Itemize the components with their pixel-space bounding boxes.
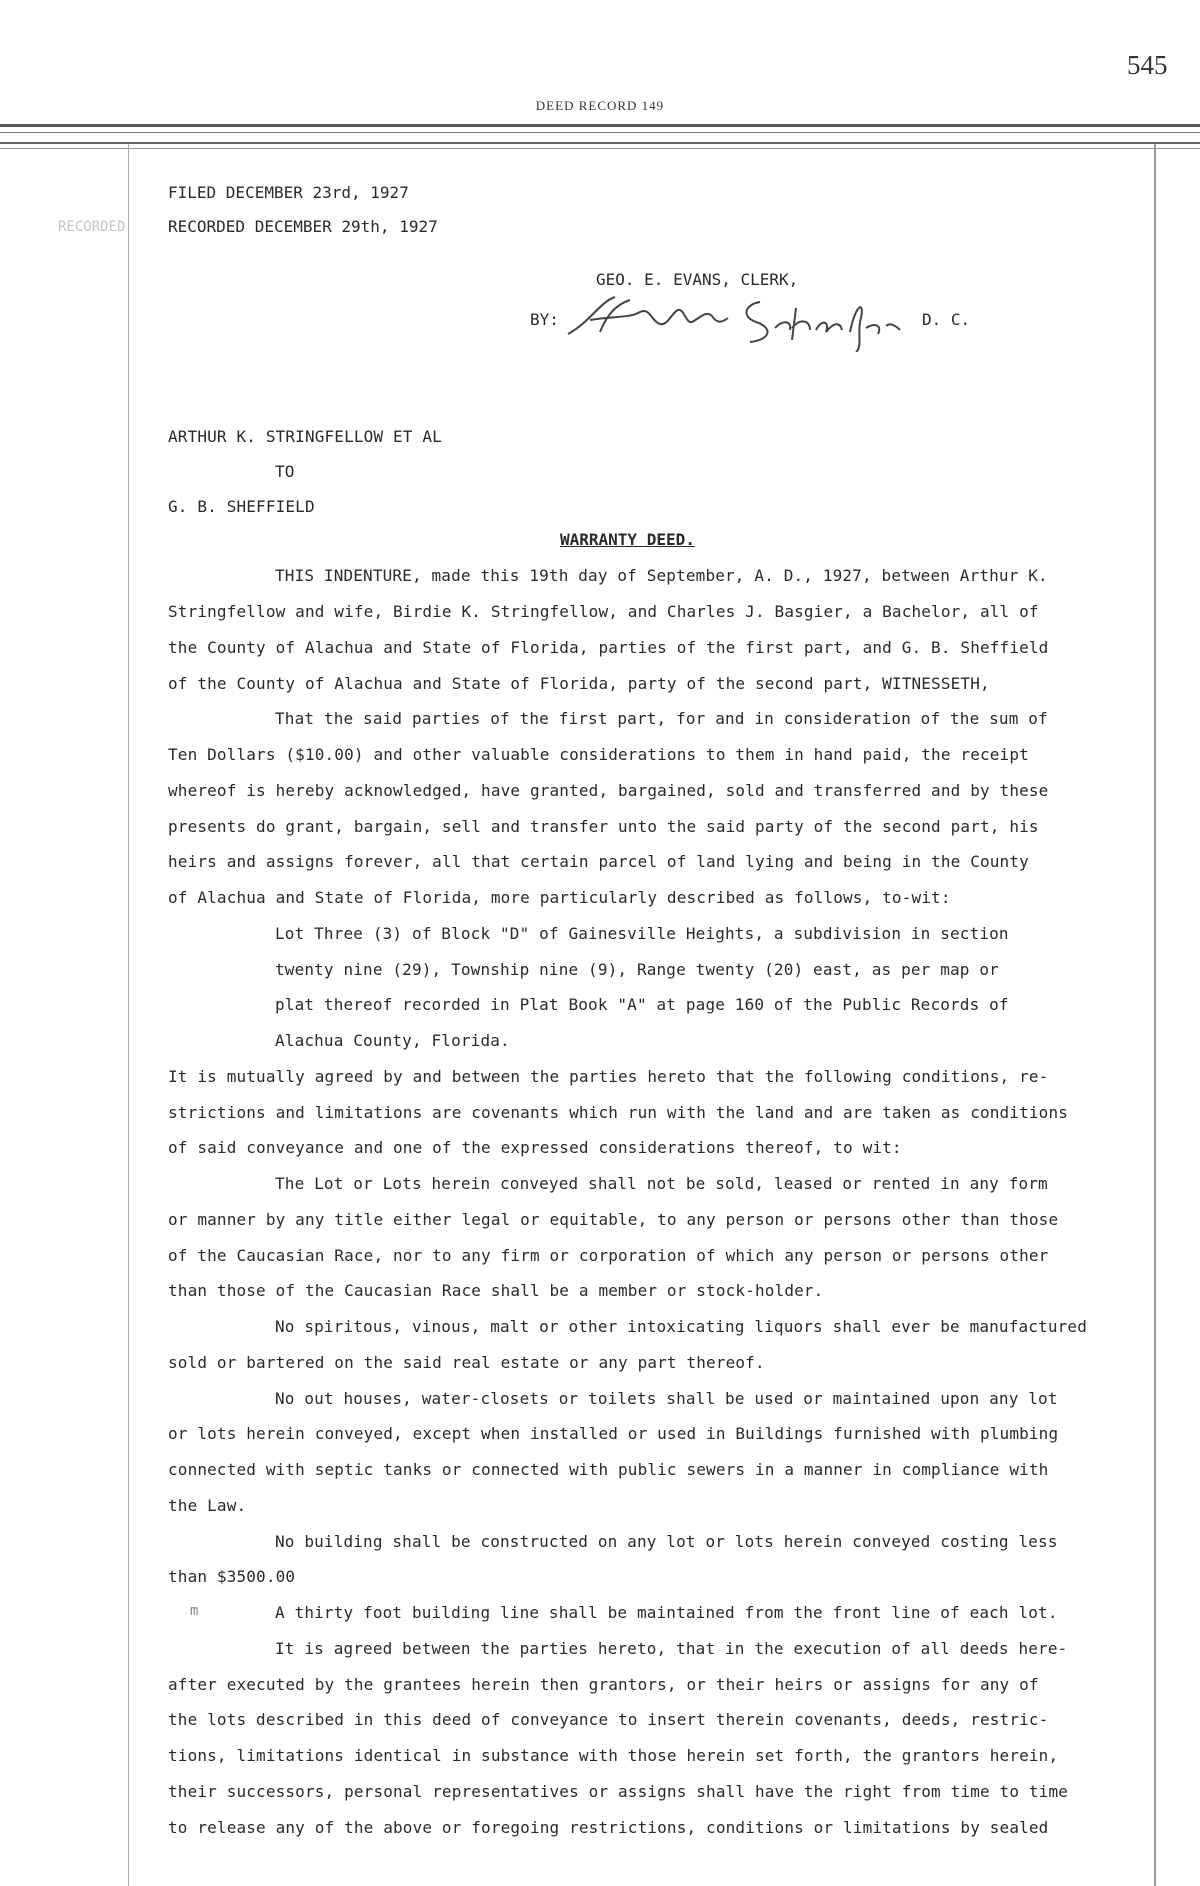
left-margin-rule <box>128 144 129 1886</box>
header-rule <box>0 142 1200 144</box>
body-line: heirs and assigns forever, all that certain parcel of land lying and being in the County <box>168 852 1029 871</box>
body-line: plat thereof recorded in Plat Book "A" at page 160 of the Public Records of <box>275 995 1009 1014</box>
body-line: Ten Dollars ($10.00) and other valuable considerations to them in hand paid, the receipt <box>168 745 1029 764</box>
body-line: whereof is hereby acknowledged, have granted, bargained, sold and transferred and by these <box>168 781 1049 800</box>
body-line: THIS INDENTURE, made this 19th day of September, A. D., 1927, between Arthur K. <box>275 566 1048 585</box>
right-margin-rule <box>1154 144 1156 1886</box>
body-line: or manner by any title either legal or equitable, to any person or persons other than those <box>168 1210 1059 1229</box>
record-title: DEED RECORD 149 <box>535 98 665 113</box>
body-line: the lots described in this deed of conveyance to insert therein covenants, deeds, restric- <box>168 1710 1049 1729</box>
body-line: than those of the Caucasian Race shall be a member or stock-holder. <box>168 1281 824 1300</box>
body-line: That the said parties of the first part, for and in consideration of the sum of <box>275 709 1048 728</box>
clerk-name: GEO. E. EVANS, CLERK, <box>596 270 799 289</box>
body-line: A thirty foot building line shall be maintained from the front line of each lot. <box>275 1603 1058 1622</box>
by-label: BY: <box>530 310 559 329</box>
body-line: their successors, personal representatives or assigns shall have the right from time to time <box>168 1782 1069 1801</box>
grantor-name: ARTHUR K. STRINGFELLOW ET AL <box>168 427 442 446</box>
body-line: presents do grant, bargain, sell and transfer unto the said party of the second part, his <box>168 817 1039 836</box>
body-line: twenty nine (29), Township nine (9), Range twenty (20) east, as per map or <box>275 960 999 979</box>
body-line: tions, limitations identical in substance with those herein set forth, the grantors herein, <box>168 1746 1059 1765</box>
page-number: 545 <box>1127 50 1168 80</box>
body-line: of Alachua and State of Florida, more particularly described as follows, to-wit: <box>168 888 951 907</box>
deed-title: WARRANTY DEED. <box>560 530 695 549</box>
body-line: sold or bartered on the said real estate or any part thereof. <box>168 1353 765 1372</box>
header-rule <box>0 124 1200 127</box>
body-line: No out houses, water-closets or toilets shall be used or maintained upon any lot <box>275 1389 1058 1408</box>
body-line: the Law. <box>168 1496 247 1515</box>
to-label: TO <box>275 462 295 481</box>
body-line: strictions and limitations are covenants which run with the land and are taken as conditions <box>168 1103 1069 1122</box>
body-line: It is mutually agreed by and between the parties hereto that the following conditions, re- <box>168 1067 1049 1086</box>
dc-label: D. C. <box>922 310 971 329</box>
body-line: of the County of Alachua and State of Florida, party of the second part, WITNESSETH, <box>168 674 990 693</box>
body-line: No building shall be constructed on any lot or lots herein conveyed costing less <box>275 1532 1058 1551</box>
filed-date: FILED DECEMBER 23rd, 1927 <box>168 183 409 202</box>
body-line: or lots herein conveyed, except when installed or used in Buildings furnished with plumbing <box>168 1424 1059 1443</box>
body-line: after executed by the grantees herein then grantors, or their heirs or assigns for any of <box>168 1675 1039 1694</box>
ghost-recorded-stamp: RECORDED <box>58 219 126 235</box>
body-line: of the Caucasian Race, nor to any firm or corporation of which any person or persons other <box>168 1246 1049 1265</box>
body-line: Alachua County, Florida. <box>275 1031 510 1050</box>
body-line: Lot Three (3) of Block "D" of Gainesville Heights, a subdivision in section <box>275 924 1009 943</box>
body-line: than $3500.00 <box>168 1567 296 1586</box>
body-line: No spiritous, vinous, malt or other intoxicating liquors shall ever be manufactured <box>275 1317 1087 1336</box>
grantee-name: G. B. SHEFFIELD <box>168 497 315 516</box>
body-line: to release any of the above or foregoing restrictions, conditions or limitations by sealed <box>168 1818 1049 1837</box>
clerk-signature <box>560 282 930 352</box>
body-line: the County of Alachua and State of Florida, parties of the first part, and G. B. Sheffield <box>168 638 1049 657</box>
header-rule <box>0 132 1200 133</box>
body-line: connected with septic tanks or connected with public sewers in a manner in compliance with <box>168 1460 1049 1479</box>
body-line: It is agreed between the parties hereto, that in the execution of all deeds here- <box>275 1639 1068 1658</box>
body-line: The Lot or Lots herein conveyed shall not be sold, leased or rented in any form <box>275 1174 1048 1193</box>
margin-mark: m <box>190 1603 199 1619</box>
body-line: Stringfellow and wife, Birdie K. Stringfellow, and Charles J. Basgier, a Bachelor, all of <box>168 602 1039 621</box>
header-rule <box>0 148 1200 149</box>
body-line: of said conveyance and one of the expressed considerations thereof, to wit: <box>168 1138 902 1157</box>
recorded-date: RECORDED DECEMBER 29th, 1927 <box>168 217 438 236</box>
